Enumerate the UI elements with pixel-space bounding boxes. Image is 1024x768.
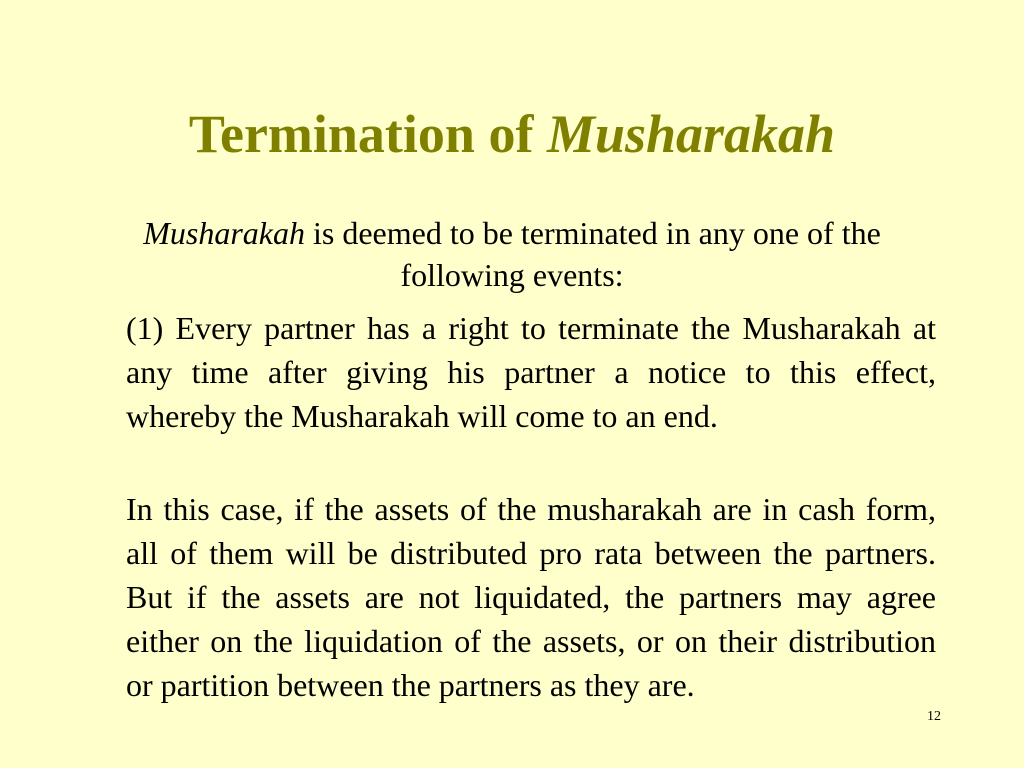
intro-text: [100, 212, 924, 296]
paragraph-termination-right: (1) Every partner has a right to terminate the Musharakah at any time after giving his partner a notice to this effect, whereby the Musharakah will come to an end.: [126, 310, 936, 434]
intro-rest: is deemed to be terminated in any one of the following events:: [304, 215, 881, 293]
page-number: 12: [927, 709, 941, 724]
intro-emphasis: Musharakah: [143, 215, 305, 251]
slide-title-emphasis: Musharakah: [546, 104, 836, 164]
slide-title-prefix: Termination of: [188, 104, 547, 164]
slide-title: [0, 98, 1024, 170]
paragraph-asset-distribution: In this case, if the assets of the musharakah are in cash form, all of them will be distributed pro rata between the partners. But if the assets are not liquidated, the partners may agree either on the liquidation of the assets, or on their distribution or partition between the partners as they are.: [126, 491, 936, 703]
